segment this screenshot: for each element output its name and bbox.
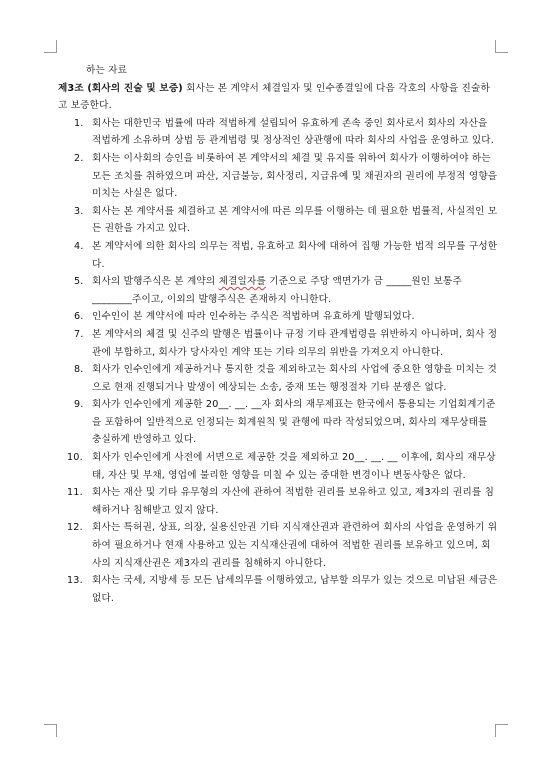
list-item — [58, 572, 498, 607]
item-text: 회사가 인수인에게 제공하거나 통지한 것을 제외하고는 회사의 사업에 중요한 영향을 미치는 것으로 현재 진행되거나 발생이 예상되는 소송, 중재 또는 행정절차 기타 분쟁은 없다. — [92, 364, 497, 393]
item-number: 13. — [67, 575, 83, 587]
item-number: 4. — [74, 240, 84, 252]
crop-mark-top-left — [44, 40, 57, 53]
item-number: 3. — [74, 205, 84, 217]
list-item — [58, 361, 498, 396]
item-number: 8. — [74, 364, 84, 376]
item-text: 본 계약서에 의한 회사의 의무는 적법, 유효하고 회사에 대하여 집행 가능한 법적 의무를 구성한다. — [92, 240, 498, 270]
list-item — [58, 326, 498, 361]
item-text: 회사는 이사회의 승인을 비롯하여 본 계약서의 체결 및 유지를 위하여 회사가 이행하여야 하는 모든 조치를 취하였으며 파산, 지급불능, 회사정리, 지급유예 및 채권자의 권리에 부정적 영향을 미치는 사실은 없다. — [92, 152, 498, 200]
item-text: 인수인이 본 계약서에 따라 인수하는 주식은 적법하며 유효하게 발행되었다. — [92, 311, 415, 323]
list-item — [58, 273, 498, 308]
item-text: 회사의 발행주식은 본 계약의 — [92, 276, 219, 288]
article-3 — [58, 80, 498, 115]
list-item — [58, 150, 498, 203]
item-number: 2. — [74, 152, 84, 164]
list-item — [58, 115, 498, 150]
item-text: 회사는 재산 및 기타 유무형의 자산에 관하여 적법한 권리를 보유하고 있고, 제3자의 권리를 침해하거나 침해받고 있지 않다. — [92, 487, 495, 516]
item-number: 7. — [74, 328, 84, 340]
item-text: 회사가 인수인에게 제공한 20__. __. __자 회사의 재무제표는 한국에서 통용되는 기업회계기준을 포함하여 일반적으로 인정되는 회계원칙 및 관행에 따라 작성되었으며, 회사의 재무상태를 충실하게 반영하고 있다. — [92, 399, 496, 446]
item-number: 9. — [74, 399, 84, 411]
item-text: 회사는 본 계약서를 체결하고 본 계약서에 따른 의무를 이행하는 데 필요한 법률적, 사실적인 모든 권한을 가지고 있다. — [92, 205, 498, 235]
article-intro: 회사는 본 계약서 체결일자 및 인수종결일에 다음 각호의 사항을 진술하고 보증한다. — [58, 82, 490, 112]
list-item — [58, 238, 498, 273]
clause-list — [58, 115, 498, 608]
item-text: 본 계약서의 체결 및 신주의 발행은 법률이나 규정 기타 관계법령을 위반하지 아니하며, 회사 정관에 부합하고, 회사가 당사자인 계약 또는 기타 의무의 위반을 가져오지 아니한다. — [92, 328, 498, 358]
crop-mark-bottom-left — [44, 724, 57, 737]
spellcheck-marked-word: 체결일자를 — [218, 276, 266, 288]
item-number: 1. — [74, 117, 84, 129]
item-text: 회사는 특허권, 상표, 의장, 실용신안권 기타 지식재산권과 관련하여 회사의 사업을 운영하기 위하여 필요하거나 현재 사용하고 있는 지식재산권에 대하여 적법한 권리를 보유하고 있으며, 회사의 지식재산권은 제3자의 권리를 침해하지 아니한다. — [92, 522, 498, 569]
crop-mark-top-right — [495, 40, 508, 53]
item-text: 회사는 대한민국 법률에 따라 적법하게 설립되어 유효하게 존속 중인 회사로서 회사의 자산을 적법하게 소유하며 상법 등 관계법령 및 정상적인 상관행에 따라 회사의 사업을 운영하고 있다. — [92, 117, 495, 147]
item-number: 12. — [67, 522, 83, 534]
item-number: 10. — [67, 452, 83, 464]
list-item — [58, 396, 498, 449]
list-item — [58, 308, 498, 326]
item-text: 기준으로 주당 액면가가 금 _____원인 보통주 ________주이고, 이외의 발행주식은 존재하지 아니한다. — [92, 276, 462, 305]
list-item — [58, 449, 498, 484]
crop-mark-bottom-right — [495, 724, 508, 737]
leading-line: 하는 자료 — [86, 65, 128, 76]
list-item — [58, 203, 498, 238]
document-body — [58, 62, 498, 607]
article-title: 제3조 (회사의 진술 및 보증) — [58, 82, 183, 94]
item-text: 회사는 국세, 지방세 등 모든 납세의무를 이행하였고, 납부할 의무가 있는 것으로 미납된 세금은 없다. — [92, 575, 498, 604]
item-number: 5. — [74, 276, 84, 288]
list-item — [58, 484, 498, 519]
item-number: 6. — [74, 311, 84, 323]
item-text: 회사가 인수인에게 사전에 서면으로 제공한 것을 제외하고 20__. __. __ 이후에, 회사의 재무상태, 자산 및 부채, 영업에 불리한 영향을 미칠 수 있는 중대한 변경이나 변동사항은 없다. — [92, 452, 496, 481]
item-number: 11. — [67, 487, 83, 499]
list-item — [58, 519, 498, 572]
